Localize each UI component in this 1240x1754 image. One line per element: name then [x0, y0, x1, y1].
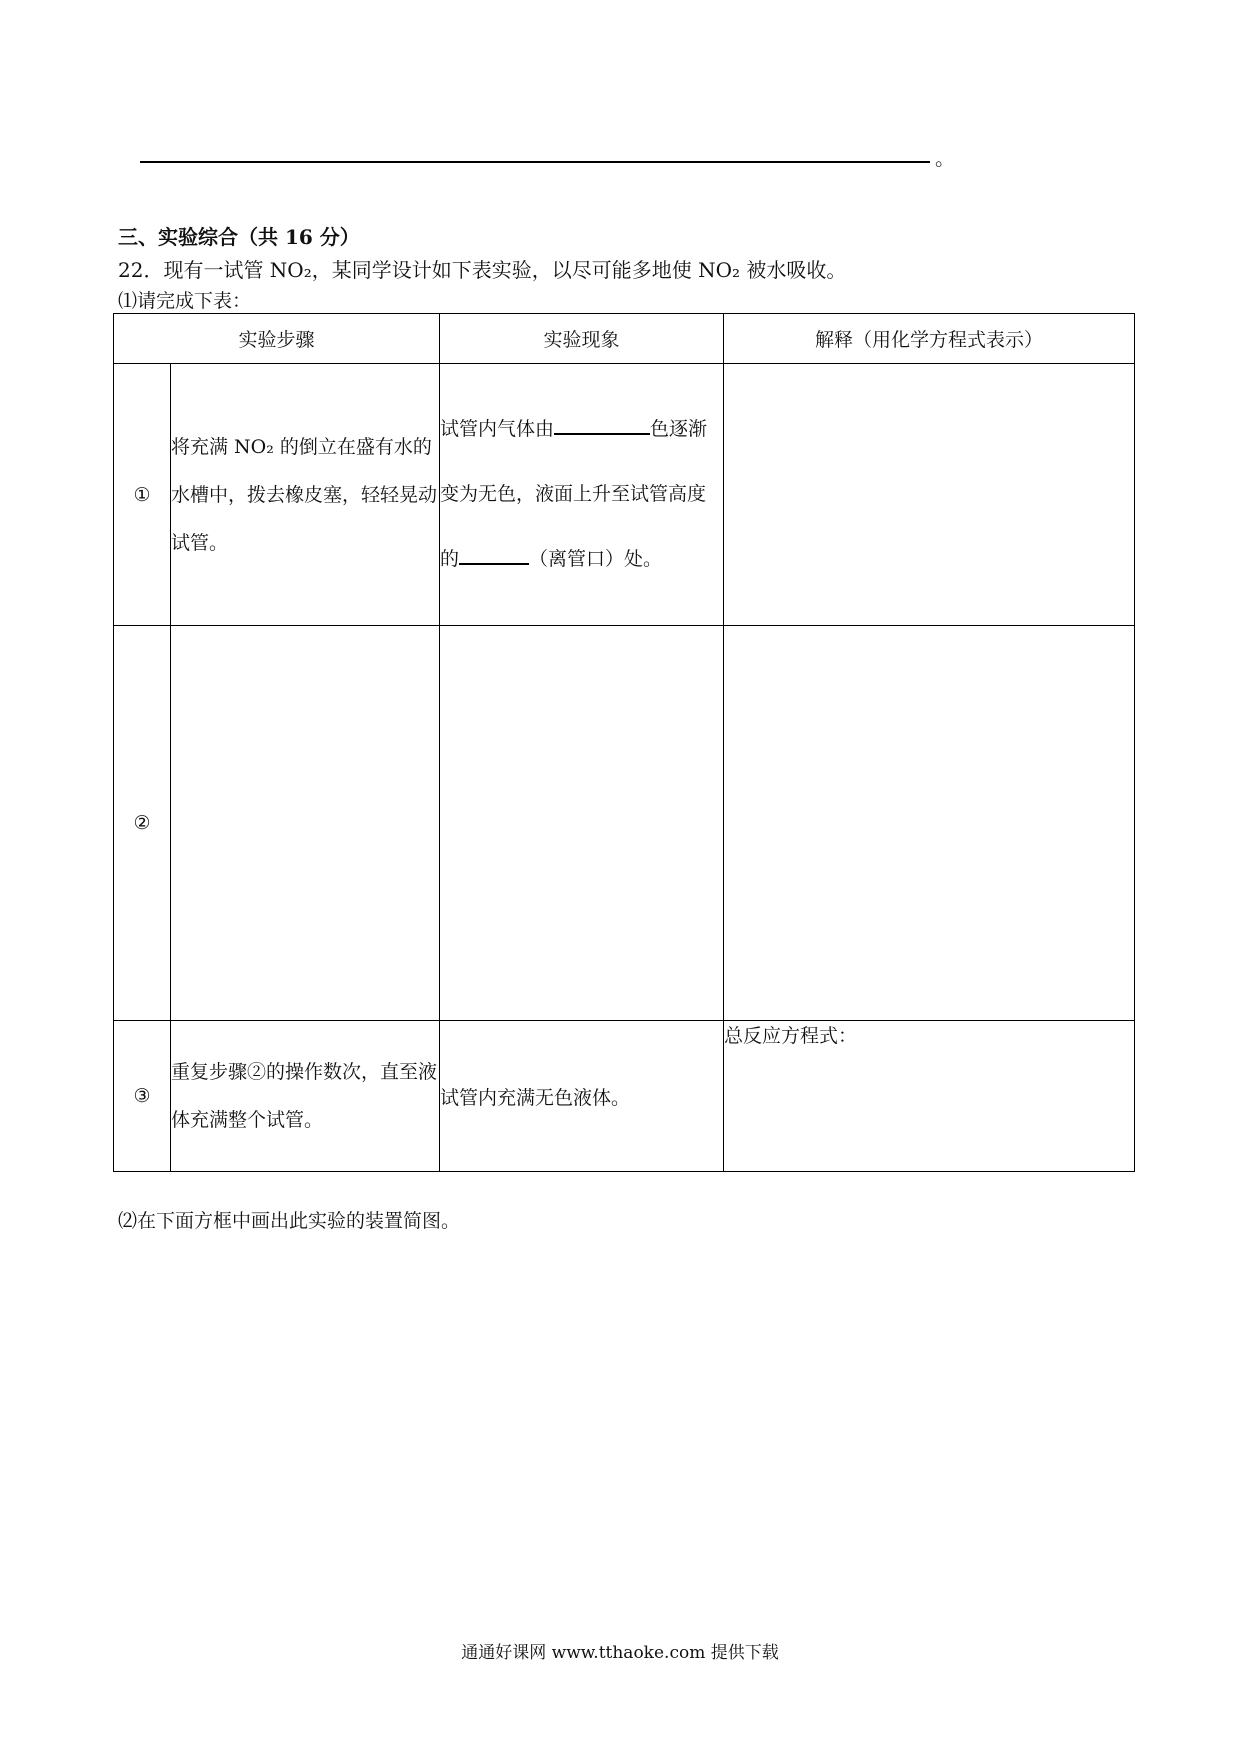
- fill-blank-height[interactable]: [459, 544, 529, 565]
- sub-question-2: ⑵在下面方框中画出此实验的装置简图。: [118, 1210, 461, 1232]
- step-cell: 重复步骤②的操作数次，直至液体充满整个试管。: [171, 1021, 440, 1172]
- table-row: [114, 364, 1135, 626]
- header-explanation: 解释（用化学方程式表示）: [724, 314, 1135, 364]
- row-number: ③: [114, 1021, 171, 1172]
- row-number: ②: [114, 626, 171, 1021]
- step-cell[interactable]: [171, 626, 440, 1021]
- phenomenon-cell: 试管内充满无色液体。: [440, 1021, 724, 1172]
- sentence-period: 。: [935, 146, 955, 170]
- phenomenon-cell[interactable]: [440, 626, 724, 1021]
- section-title: 三、实验综合（共 16 分）: [118, 225, 360, 249]
- explanation-cell[interactable]: [724, 364, 1135, 626]
- explanation-cell[interactable]: 总反应方程式：: [724, 1021, 1135, 1172]
- row-number: ①: [114, 364, 171, 626]
- header-step: 实验步骤: [114, 314, 440, 364]
- explanation-cell[interactable]: [724, 626, 1135, 1021]
- experiment-table: [113, 313, 1135, 1172]
- question-22-stem: 22．现有一试管 NO₂，某同学设计如下表实验，以尽可能多地使 NO₂ 被水吸收。: [118, 258, 847, 282]
- sub-question-1: ⑴请完成下表：: [118, 290, 252, 312]
- answer-blank-line: [140, 161, 930, 163]
- header-phenomenon: 实验现象: [440, 314, 724, 364]
- page-footer: 通通好课网 www.tthaoke.com 提供下载: [461, 1643, 779, 1663]
- table-row: [114, 1021, 1135, 1172]
- fill-blank-color[interactable]: [554, 414, 650, 435]
- table-header-row: [114, 314, 1135, 364]
- table-row: [114, 626, 1135, 1021]
- step-cell: 将充满 NO₂ 的倒立在盛有水的水槽中，拨去橡皮塞，轻轻晃动试管。: [171, 364, 440, 626]
- phenomenon-text-c: （离管口）处。: [529, 548, 663, 570]
- phenomenon-text-a: 试管内气体由: [440, 418, 555, 440]
- phenomenon-text-b: 色逐渐变为无色，液面上升至试管高度的: [440, 418, 708, 570]
- phenomenon-cell: [440, 364, 724, 626]
